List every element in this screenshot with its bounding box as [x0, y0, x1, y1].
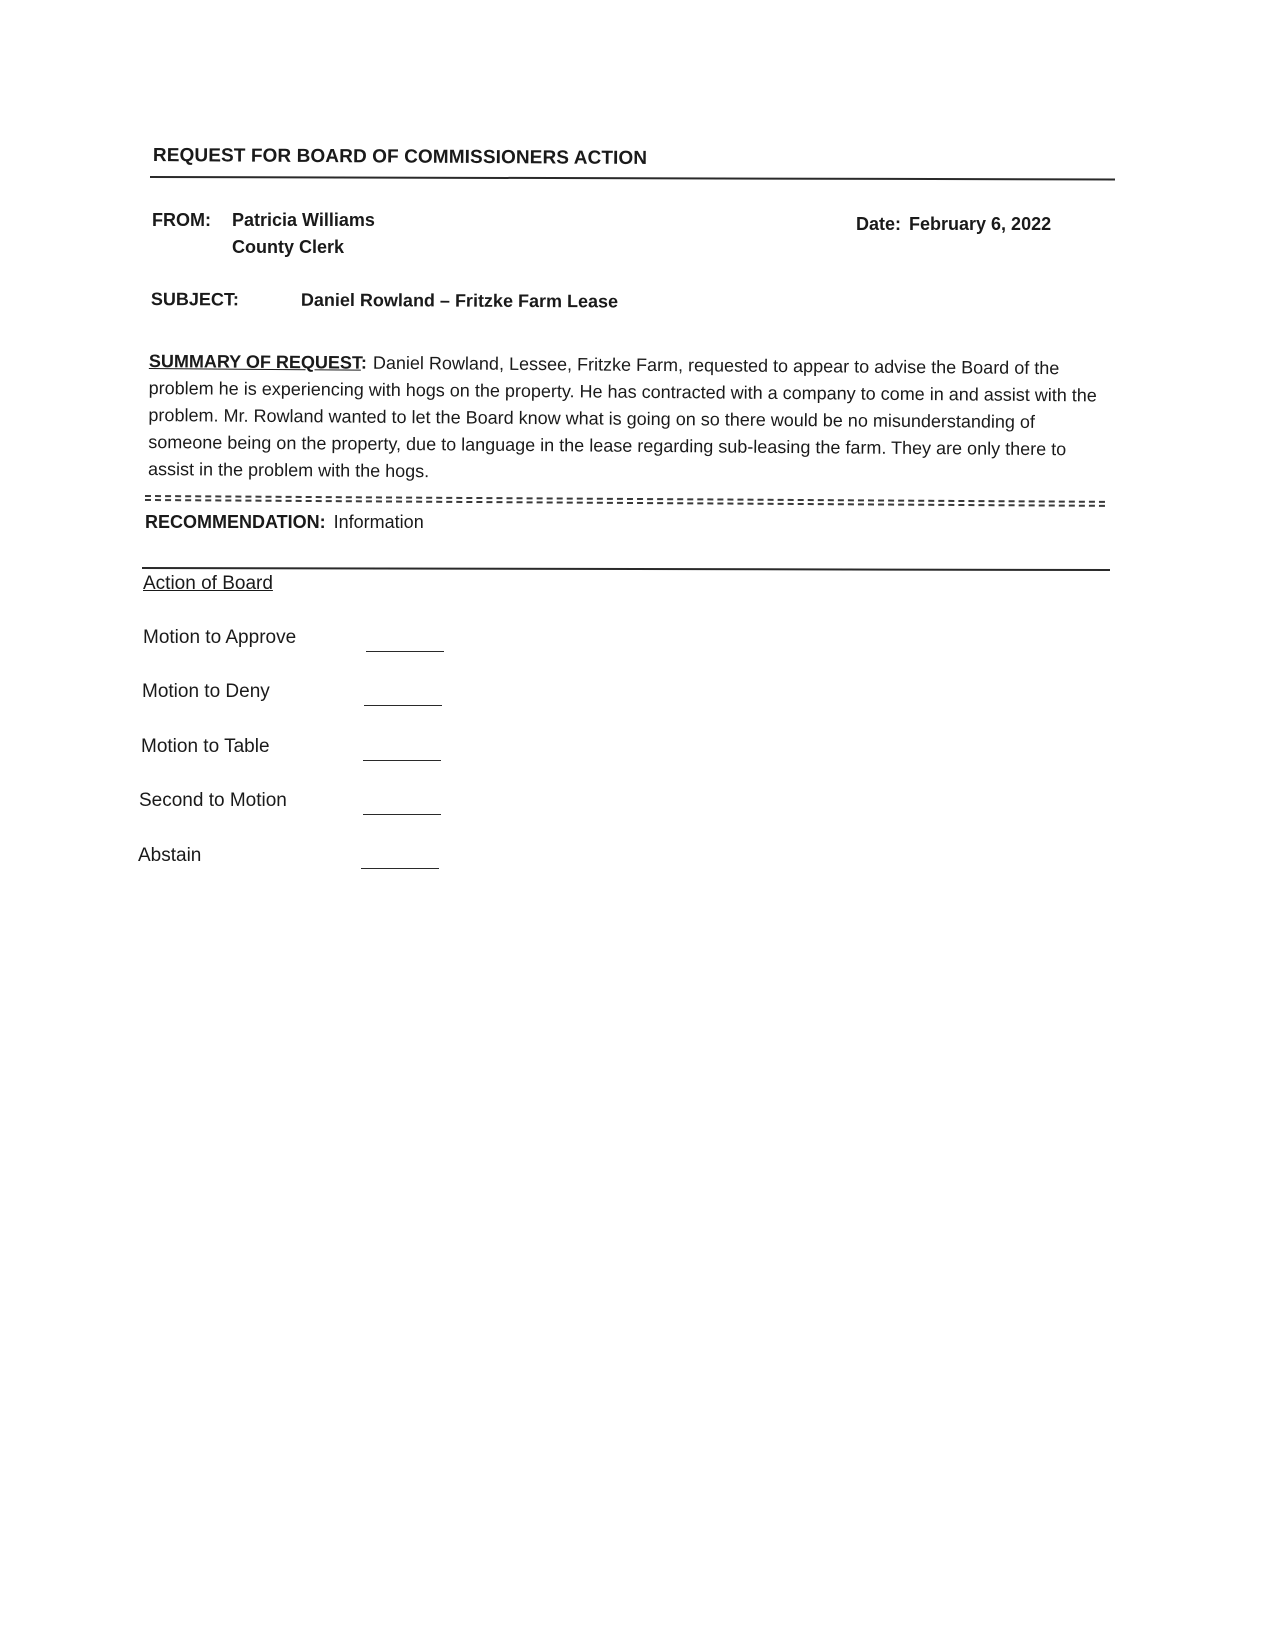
subject-block — [151, 289, 618, 312]
subject-label: SUBJECT: — [150, 289, 240, 310]
motion-table-label: Motion to Table — [141, 736, 270, 757]
from-position: County Clerk — [232, 237, 345, 257]
recommendation-block — [145, 512, 424, 533]
recommendation-value: Information — [333, 512, 424, 532]
motion-approve-label: Motion to Approve — [143, 627, 297, 648]
date-label: Date: — [856, 214, 902, 234]
motion-deny-label: Motion to Deny — [142, 681, 270, 702]
subject-value: Daniel Rowland – Fritzke Farm Lease — [300, 289, 619, 312]
abstain-label: Abstain — [138, 845, 202, 866]
summary-block — [148, 348, 1099, 490]
date-block — [856, 214, 1051, 235]
second-motion-label: Second to Motion — [139, 790, 287, 811]
from-name: Patricia Williams — [232, 210, 375, 230]
summary-colon: : — [360, 352, 368, 373]
action-heading: Action of Board — [143, 573, 273, 594]
from-block — [152, 207, 375, 261]
motion-approve-blank[interactable] — [366, 651, 444, 652]
action-rule — [142, 567, 1110, 571]
summary-text: Daniel Rowland, Lessee, Fritzke Farm, requested to appear to advise the Board of the problem he is experiencing with hogs on the property. He has contracted with a company to come in and assist with the problem. Mr. Rowland wanted to let the Board know what is going on so there would be no misunderstanding of someone being on the property, due to language in the lease regarding sub-leasing the farm. They are only there to assist in the problem with the hogs. — [147, 352, 1097, 482]
motion-table-blank[interactable] — [363, 760, 441, 761]
date-value: February 6, 2022 — [909, 214, 1052, 234]
recommendation-label: RECOMMENDATION: — [145, 512, 326, 532]
document-title: REQUEST FOR BOARD OF COMMISSIONERS ACTION — [152, 145, 648, 170]
from-label: FROM: — [152, 210, 211, 230]
title-rule — [150, 176, 1115, 181]
summary-label: SUMMARY OF REQUEST — [148, 350, 362, 373]
abstain-blank[interactable] — [361, 868, 439, 869]
motion-deny-blank[interactable] — [364, 705, 442, 706]
second-motion-blank[interactable] — [363, 814, 441, 815]
